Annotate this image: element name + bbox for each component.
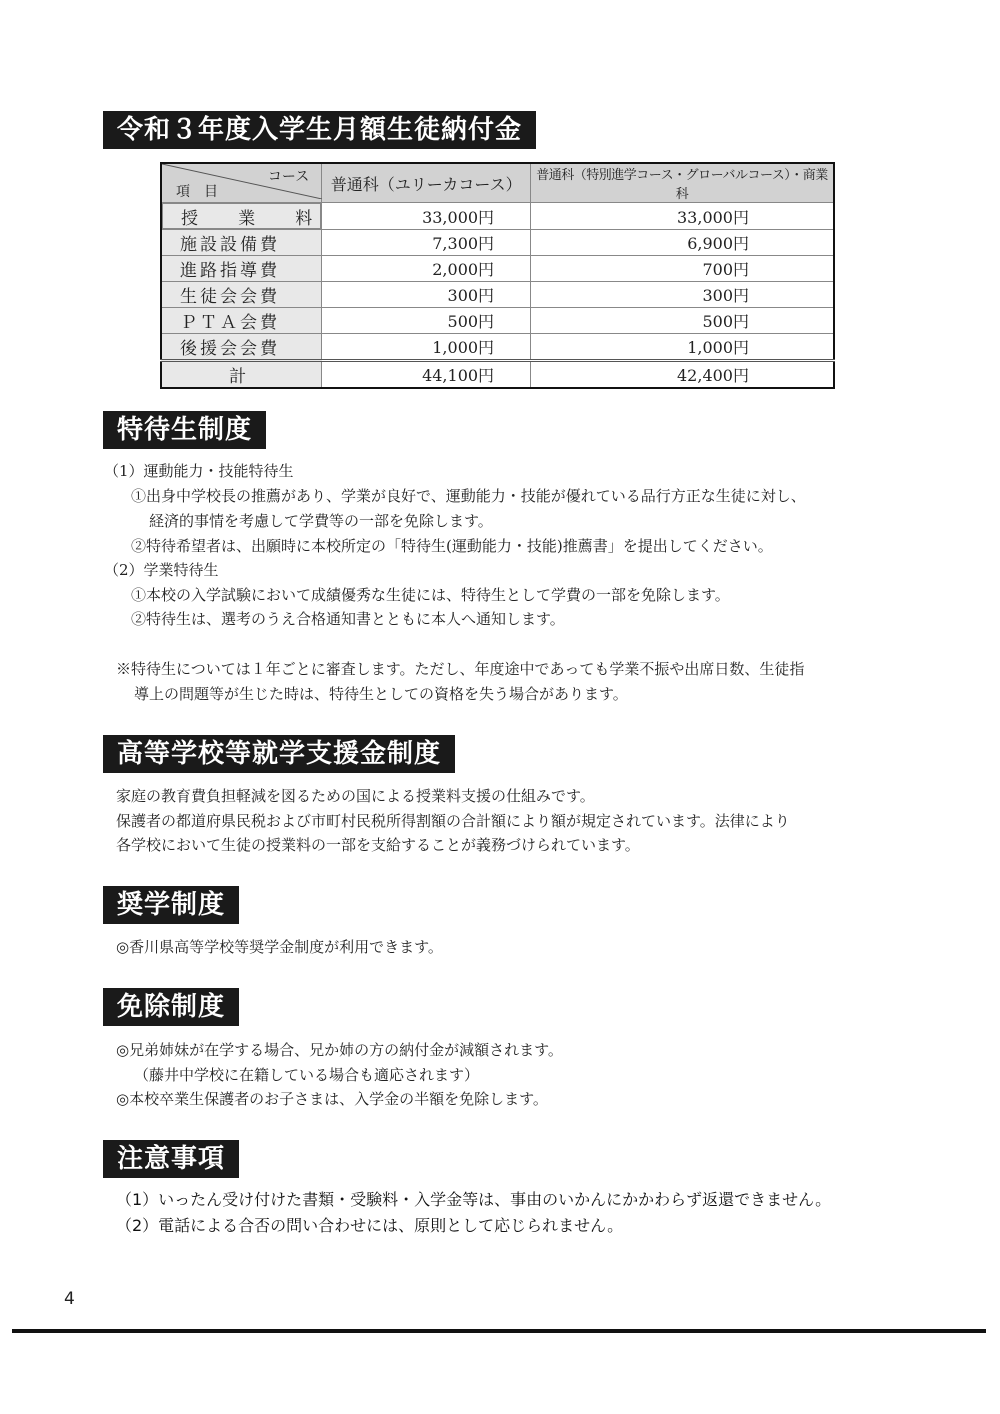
- fee-value-col2: 300円: [531, 282, 834, 308]
- fee-item-label: 後援会会費: [161, 334, 322, 361]
- shugaku-line: 保護者の都道府県民税および市町村民税所得割額の合計額により額が規定されています。法律により: [116, 812, 790, 830]
- shugaku-line: 家庭の教育費負担軽減を図るための国による授業料支援の仕組みです。: [116, 787, 595, 805]
- fee-value-col1: 2,000円: [322, 256, 531, 282]
- table-row: [161, 308, 834, 334]
- fee-table: [160, 162, 835, 389]
- header-item-label: 項 目: [176, 184, 218, 200]
- page-number: 4: [64, 1289, 75, 1309]
- fee-value-col1: 500円: [322, 308, 531, 334]
- item-char: 業: [238, 209, 256, 229]
- fee-item-label: ＰＴＡ会費: [161, 308, 322, 334]
- fee-table-header-row: [161, 163, 834, 203]
- tokutai-line: （2）学業特待生: [104, 561, 219, 579]
- fee-value-col2: 700円: [531, 256, 834, 282]
- total-label: 計: [161, 361, 322, 389]
- tokutai-line: ②特待希望者は、出願時に本校所定の「特待生(運動能力・技能)推薦書」を提出してください。: [131, 537, 773, 555]
- table-row: [161, 334, 834, 361]
- table-row: [161, 282, 834, 308]
- header-col2: 普通科（特別進学コース・グローバルコース）・商業科: [531, 163, 834, 203]
- chui-line: （1）いったん受け付けた書類・受験料・入学金等は、事由のいかんにかかわらず返還できません。: [116, 1190, 832, 1209]
- fee-value-col2: 33,000円: [531, 203, 834, 230]
- tokutai-line: ①本校の入学試験において成績優秀な生徒には、特待生として学費の一部を免除します。: [131, 586, 730, 604]
- header-col1: 普通科（ユリーカコース）: [322, 163, 531, 203]
- tokutai-heading: 特待生制度: [103, 411, 266, 449]
- fee-value-col1: 7,300円: [322, 230, 531, 256]
- menjo-line: ◎本校卒業生保護者のお子さまは、入学金の半額を免除します。: [116, 1090, 548, 1108]
- fee-item-label: 進路指導費: [161, 256, 322, 282]
- tokutai-line: ①出身中学校長の推薦があり、学業が良好で、運動能力・技能が優れている品行方正な生徒に対し、: [131, 487, 806, 505]
- shogaku-line: ◎香川県高等学校等奨学金制度が利用できます。: [116, 938, 443, 956]
- fee-value-col1: 300円: [322, 282, 531, 308]
- header-corner-cell: [161, 163, 322, 203]
- fee-value-col1: 1,000円: [322, 334, 531, 361]
- item-char: 授: [181, 209, 198, 229]
- menjo-heading: 免除制度: [103, 988, 239, 1026]
- fee-item-label: 施設設備費: [161, 230, 322, 256]
- table-row: [161, 256, 834, 282]
- shugaku-heading: 高等学校等就学支援金制度: [103, 735, 455, 773]
- header-course-label: コース: [267, 169, 310, 185]
- table-row: [161, 230, 834, 256]
- tokutai-line: ②特待生は、選考のうえ合格通知書とともに本人へ通知します。: [131, 610, 565, 628]
- fee-value-col1: 33,000円: [322, 203, 531, 230]
- shugaku-line: 各学校において生徒の授業料の一部を支給することが義務づけられています。: [116, 836, 640, 854]
- fee-item-label: 生徒会会費: [161, 282, 322, 308]
- fee-value-col2: 6,900円: [531, 230, 834, 256]
- total-value-col1: 44,100円: [322, 361, 531, 389]
- tokutai-note: ※特待生については１年ごとに審査します。ただし、年度途中であっても学業不振や出席日数、生徒指: [116, 660, 805, 678]
- shogaku-heading: 奨学制度: [103, 886, 239, 924]
- fee-value-col2: 500円: [531, 308, 834, 334]
- fee-value-col2: 1,000円: [531, 334, 834, 361]
- item-char: 料: [295, 209, 313, 229]
- fees-heading: 令和３年度入学生月額生徒納付金: [103, 111, 536, 149]
- footer-rule: [12, 1329, 986, 1333]
- menjo-line: （藤井中学校に在籍している場合も適応されます）: [134, 1066, 480, 1084]
- chui-heading: 注意事項: [103, 1140, 239, 1178]
- chui-line: （2）電話による合否の問い合わせには、原則として応じられません。: [116, 1216, 624, 1235]
- total-value-col2: 42,400円: [531, 361, 834, 389]
- tokutai-line: 経済的事情を考慮して学費等の一部を免除します。: [149, 512, 493, 530]
- total-row: [161, 361, 834, 389]
- table-row: [161, 203, 834, 230]
- fee-item-label: [162, 203, 321, 229]
- tokutai-line: （1）運動能力・技能特待生: [104, 462, 294, 480]
- tokutai-note: 導上の問題等が生じた時は、特待生としての資格を失う場合があります。: [134, 685, 628, 703]
- menjo-line: ◎兄弟姉妹が在学する場合、兄か姉の方の納付金が減額されます。: [116, 1041, 563, 1059]
